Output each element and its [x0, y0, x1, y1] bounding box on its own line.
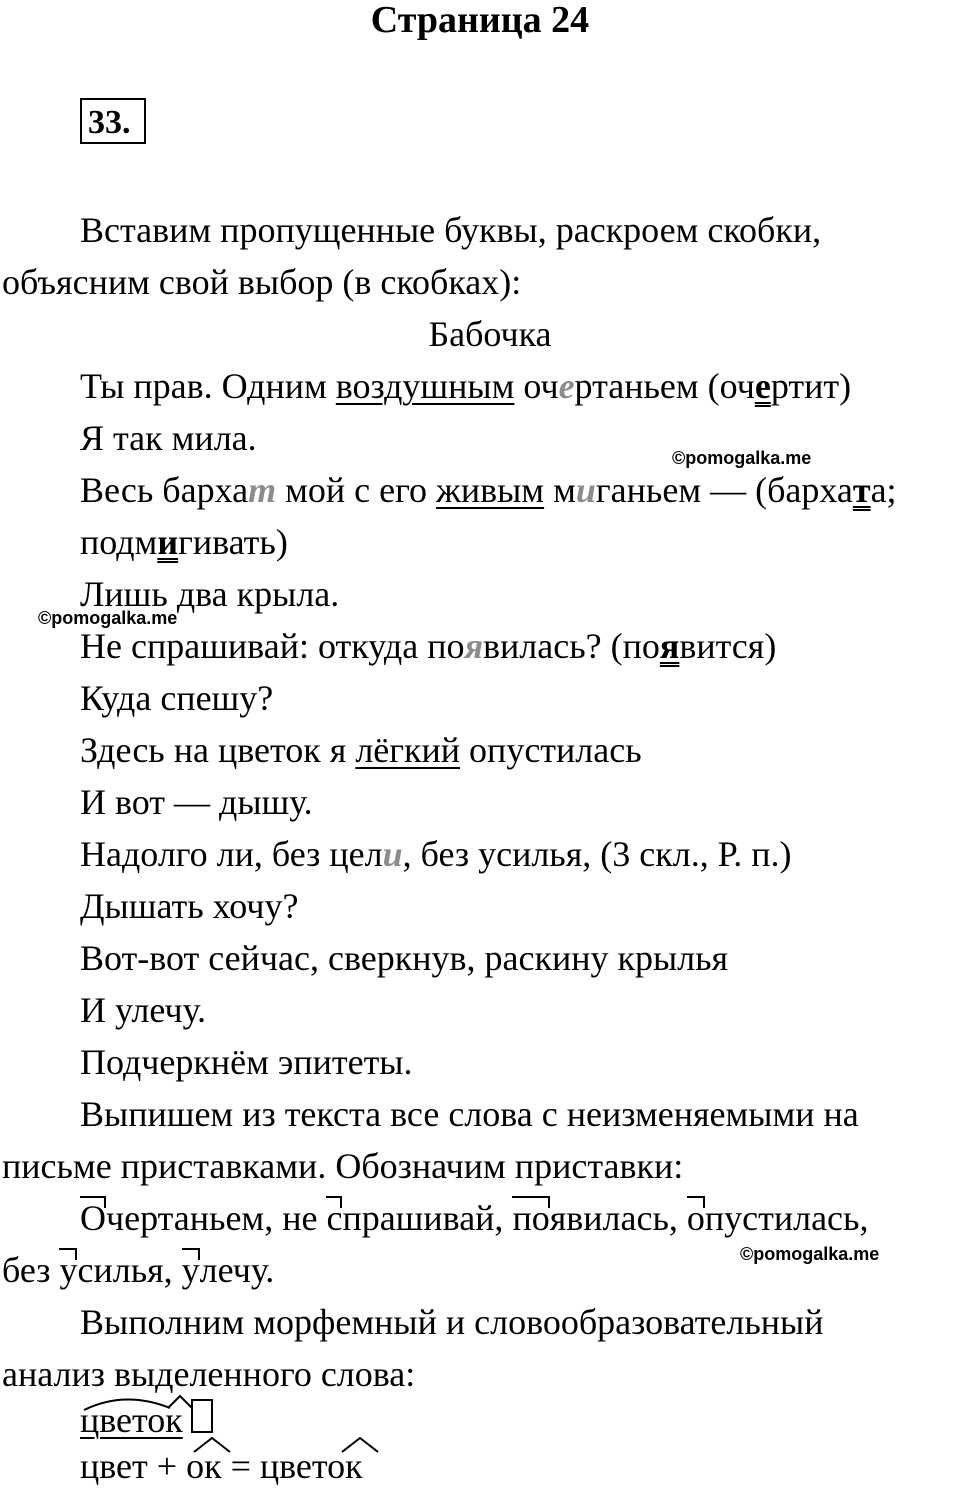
- text: , без усилья, (3 скл., Р. п.): [402, 834, 792, 874]
- text: Ты прав. Одним: [80, 366, 336, 406]
- text: Здесь на цветок я: [80, 730, 356, 770]
- poem-line-12: Вот-вот сейчас, сверкнув, раскину крылья: [80, 938, 729, 978]
- watermark: ©pomogalka.me: [672, 448, 812, 468]
- prefix-words-line-2: [2, 1244, 274, 1296]
- text: гивать): [178, 522, 288, 562]
- suffix-cap: [168, 1396, 192, 1408]
- poem-line-7: Куда спешу?: [80, 678, 274, 718]
- suffix: ок: [327, 1446, 363, 1486]
- page-title: Страница 24: [370, 0, 590, 41]
- text: без: [2, 1250, 60, 1290]
- poem-line-5: Лишь два крыла.: [80, 574, 340, 614]
- check-letter: и: [157, 522, 179, 562]
- poem-line-11: Дышать хочу?: [80, 886, 299, 926]
- watermark: ©pomogalka.me: [740, 1244, 880, 1264]
- text: оч: [514, 366, 559, 406]
- poem-line-6: [80, 620, 776, 672]
- prefix-mark: у: [182, 1244, 200, 1296]
- prefix-mark: с: [326, 1192, 342, 1244]
- morph-word-text: цветок: [80, 1400, 183, 1440]
- poem-line-3: [80, 464, 897, 516]
- suffix-caps: [190, 1432, 390, 1456]
- ending-box: [192, 1400, 212, 1432]
- text: пустилась,: [704, 1198, 869, 1238]
- poem-line-8: [80, 724, 642, 776]
- task-2-line-1: Выпишем из текста все слова с неизменяемыми на: [80, 1094, 859, 1134]
- text: силья,: [77, 1250, 182, 1290]
- poem-line-13: И улечу.: [80, 990, 206, 1030]
- check-letter: е: [754, 366, 771, 406]
- prefix-mark: по: [512, 1192, 549, 1244]
- poem-title: Бабочка: [428, 314, 552, 354]
- poem-line-10: [80, 828, 791, 880]
- text: ртаньем (оч: [574, 366, 755, 406]
- task-3-line-2: анализ выделенного слова:: [2, 1354, 416, 1394]
- inserted-letter: и: [575, 470, 596, 510]
- epithet: воздушным: [335, 366, 515, 406]
- poem-line-1: [80, 360, 851, 412]
- watermark: ©pomogalka.me: [38, 608, 178, 628]
- exercise-number: 33.: [80, 98, 146, 144]
- text: а;: [870, 470, 897, 510]
- text: = цвет: [221, 1446, 328, 1486]
- text: прашивай,: [342, 1198, 513, 1238]
- task-3-line-1: Выполним морфемный и словообразовательный: [80, 1302, 824, 1342]
- inserted-letter: т: [248, 470, 277, 510]
- text: Не спрашивай: откуда по: [80, 626, 465, 666]
- text: цвет +: [80, 1446, 187, 1486]
- epithets-note: Подчеркнём эпитеты.: [80, 1042, 413, 1082]
- suffix-cap-left: [194, 1438, 230, 1452]
- text: опустилась: [460, 730, 642, 770]
- text: ганьем — (барха: [595, 470, 853, 510]
- root-arc: [84, 1399, 170, 1410]
- text: м: [544, 470, 576, 510]
- text: ртит): [770, 366, 852, 406]
- text: вилась? (по: [483, 626, 660, 666]
- text: мой с его: [276, 470, 436, 510]
- inserted-letter: е: [558, 366, 575, 406]
- text: Надолго ли, без цел: [80, 834, 383, 874]
- intro-line-2: объясним свой выбор (в скобках):: [2, 262, 522, 302]
- prefix-mark: о: [687, 1192, 705, 1244]
- prefix-mark: О: [80, 1192, 106, 1244]
- inserted-letter: я: [464, 626, 484, 666]
- poem-line-2: Я так мила.: [80, 418, 257, 458]
- prefix-words-line-1: [80, 1192, 868, 1244]
- text: Весь барха: [80, 470, 249, 510]
- text: подм: [80, 522, 158, 562]
- check-letter: я: [659, 626, 680, 666]
- epithet: живым: [435, 470, 545, 510]
- text: чертаньем, не: [106, 1198, 327, 1238]
- text: лечу.: [199, 1250, 275, 1290]
- epithet: лёгкий: [355, 730, 461, 770]
- intro-line-1: Вставим пропущенные буквы, раскроем скобки,: [80, 210, 822, 250]
- poem-line-4: [80, 516, 288, 568]
- suffix: ок: [186, 1446, 222, 1486]
- check-letter: т: [852, 470, 871, 510]
- task-2-line-2: письме приставками. Обозначим приставки:: [2, 1146, 684, 1186]
- suffix-cap-right: [342, 1438, 378, 1452]
- text: явилась,: [549, 1198, 687, 1238]
- inserted-letter: и: [382, 834, 403, 874]
- text: вится): [679, 626, 777, 666]
- prefix-mark: у: [59, 1244, 77, 1296]
- poem-line-9: И вот — дышу.: [80, 782, 313, 822]
